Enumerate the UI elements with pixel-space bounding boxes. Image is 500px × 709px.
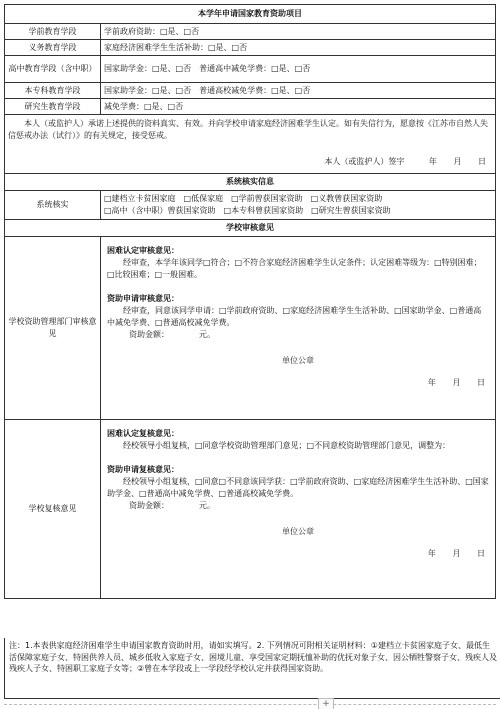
leader-amount-unit: 元。 <box>199 501 215 510</box>
pledge-text: 本人（或监护人）承诺上述提供的资料真实、有效。并向学校申请家庭经济困难学生认定。如有失信行为，愿意按《江苏市自然人失信惩戒办法（试行）》的有关规定，接受惩戒。 <box>8 119 488 140</box>
office-year: 年 <box>427 378 436 387</box>
pledge-sign-line <box>8 156 492 168</box>
office-amount-label: 资助金额： <box>129 330 169 339</box>
add-row-button[interactable]: + <box>318 698 334 709</box>
school-heading: 学校审核意见 <box>5 220 496 237</box>
office-label: 学校资助管理部门审核意见 <box>5 237 101 420</box>
office-date <box>107 377 489 389</box>
system-options-line2: □高中（含中职）曾获国家资助 □本专科曾获国家资助 □研究生曾获国家资助 <box>104 206 391 215</box>
leader-review[interactable] <box>101 420 496 599</box>
stage-label-graduate: 研究生教育学段 <box>5 99 101 115</box>
office-amount <box>107 329 489 341</box>
stage-content-graduate[interactable]: 减免学费：□是、□否 <box>101 99 496 115</box>
stage-content-compulsory[interactable]: 家庭经济困难学生生活补助：□是、□否 <box>101 40 496 56</box>
page-break-line <box>4 704 496 705</box>
stage-content-preschool[interactable]: 学前政府资助：□是、□否 <box>101 24 496 40</box>
office-h2: 资助申请审核意见： <box>107 294 179 303</box>
office-day: 日 <box>477 378 485 387</box>
pledge-month: 月 <box>453 157 462 166</box>
leader-amount-label: 资助金额： <box>129 501 169 510</box>
pledge-year: 年 <box>428 157 437 166</box>
leader-label: 学校复核意见 <box>5 420 101 599</box>
system-label: 系统核实 <box>5 191 101 220</box>
system-options-line1: □建档立卡贫困家庭 □低保家庭 □学前曾获国家资助 □义教曾获国家资助 <box>104 194 383 203</box>
office-month: 月 <box>452 378 461 387</box>
office-seal: 单位公章 <box>282 356 314 365</box>
leader-p2: 经校领导小组复核，□同意□不同意该同学获：□学前政府资助、□家庭经济困难学生生活补助、□国家助学金、□普通高中减免学费、□普通高校减免学费。 <box>107 477 489 498</box>
leader-year: 年 <box>427 549 436 558</box>
stage-label-college: 本专科教育学段 <box>5 83 101 99</box>
leader-day: 日 <box>477 549 485 558</box>
office-h1: 困难认定审核意见： <box>107 246 179 255</box>
office-p2: 经审查，同意该同学申请：□学前政府资助、□家庭经济困难学生生活补助、□国家助学金、□普通高中减免学费、□普通高校减免学费。 <box>107 306 482 327</box>
leader-amount <box>107 500 489 512</box>
office-review[interactable] <box>101 237 496 420</box>
stage-label-compulsory: 义务教育学段 <box>5 40 101 56</box>
aid-application-table <box>4 4 496 599</box>
notes-text: 注：1.本表供家庭经济困难学生申请国家教育资助时用，请如实填写。2. 下列情况可附相关证明材料：①建档立卡贫困家庭子女、最低生活保障家庭子女、特困供养人员、城乡低收入家庭子女、困境儿童、享受国家定期抚恤补助的优抚对象子女、因公牺牲警察子女、残疾人及残疾人子女、特困职工家庭子女等；②曾在本学段或上一学段经学校认定并获得国家资助。 <box>9 641 497 673</box>
leader-date <box>107 548 489 560</box>
stage-label-highschool: 高中教育学段（含中职） <box>5 56 101 83</box>
pledge-day: 日 <box>478 157 486 166</box>
stage-content-college[interactable]: 国家助学金：□是、□否 普通高校减免学费：□是、□否 <box>101 83 496 99</box>
leader-h1: 困难认定复核意见： <box>107 429 179 438</box>
pledge-cell <box>5 115 496 174</box>
system-options[interactable] <box>101 191 496 220</box>
notes-block <box>4 638 500 699</box>
leader-month: 月 <box>452 549 461 558</box>
system-heading: 系统核实信息 <box>5 174 496 191</box>
leader-seal: 单位公章 <box>282 527 314 536</box>
stage-content-highschool[interactable]: 国家助学金：□是、□否 普通高中减免学费：□是、□否 <box>101 56 496 83</box>
leader-h2: 资助申请复核意见： <box>107 465 179 474</box>
pledge-sign-label: 本人（或监护人）签字 <box>324 157 405 166</box>
leader-p1: 经校领导小组复核，□同意学校资助管理部门意见；□不同意校资助管理部门意见，调整为： <box>123 441 451 450</box>
stage-label-preschool: 学前教育学段 <box>5 24 101 40</box>
office-amount-unit: 元。 <box>199 330 215 339</box>
office-p1: 经审查，本学年该同学□符合；□不符合家庭经济困难学生认定条件；认定困难等级为：□特别困难；□比较困难；□一般困难。 <box>107 258 482 279</box>
form-title: 本学年申请国家教育资助项目 <box>5 5 496 24</box>
